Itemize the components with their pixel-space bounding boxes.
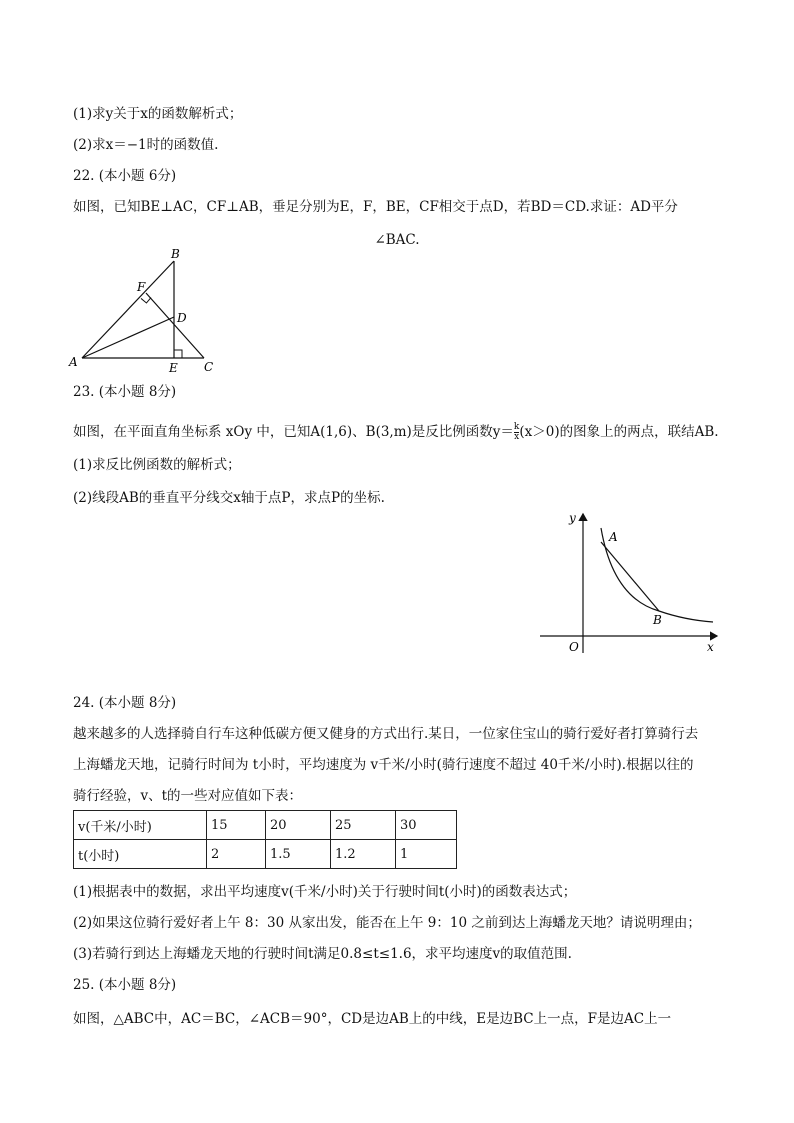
q21-part2: (2)求x＝−1时的函数值. bbox=[73, 137, 219, 153]
q24-line3: 骑行经验，v、t的一些对应值如下表： bbox=[73, 788, 303, 804]
table-cell: 30 bbox=[396, 811, 457, 840]
table-cell: 1 bbox=[396, 840, 457, 869]
frac-den: x bbox=[514, 432, 520, 442]
label-f: F bbox=[137, 280, 146, 294]
table-cell: 1.5 bbox=[266, 840, 331, 869]
q23-text-b: (x＞0)的图象上的两点，联结AB. bbox=[519, 424, 719, 440]
q24-part3: (3)若骑行到达上海蟠龙天地的行驶时间t满足0.8≤t≤1.6，求平均速度v的取值范围. bbox=[73, 946, 572, 962]
table-row bbox=[74, 840, 457, 869]
frac-num: k bbox=[513, 422, 520, 432]
q24-value-table bbox=[73, 810, 457, 869]
table-cell: 25 bbox=[331, 811, 396, 840]
label-a: A bbox=[609, 530, 618, 544]
q22-text-cont: ∠BAC. bbox=[374, 232, 420, 248]
label-d: D bbox=[177, 311, 187, 325]
q22-text: 如图，已知BE⊥AC，CF⊥AB，垂足分别为E，F，BE，CF相交于点D，若BD＝CD.求证：AD平分 bbox=[73, 199, 678, 215]
label-x: x bbox=[707, 640, 714, 654]
label-e: E bbox=[169, 361, 178, 375]
q24-line1: 越来越多的人选择骑自行车这种低碳方便又健身的方式出行.某日，一位家住宝山的骑行爱好者打算骑行去 bbox=[73, 726, 699, 742]
q23-text-a: 如图，在平面直角坐标系 xOy 中，已知A(1,6)、B(3,m)是反比例函数y＝ bbox=[73, 424, 514, 440]
label-a: A bbox=[69, 355, 78, 369]
label-b: B bbox=[171, 248, 180, 261]
label-b: B bbox=[653, 613, 662, 627]
q22-header: 22. (本小题 6分) bbox=[73, 168, 177, 184]
q21-part1: (1)求y关于x的函数解析式； bbox=[73, 106, 243, 122]
table-cell: 20 bbox=[266, 811, 331, 840]
table-cell: 1.2 bbox=[331, 840, 396, 869]
q24-part2: (2)如果这位骑行爱好者上午 8：30 从家出发，能否在上午 9：10 之前到达上海蟠龙天地？请说明理由； bbox=[73, 915, 701, 931]
q25-header: 25. (本小题 8分) bbox=[73, 977, 177, 993]
q23-header: 23. (本小题 8分) bbox=[73, 384, 177, 400]
label-y: y bbox=[569, 511, 576, 525]
q24-header: 24. (本小题 8分) bbox=[73, 695, 177, 711]
q23-hyperbola-figure bbox=[535, 508, 725, 656]
q25-line1: 如图，△ABC中，AC＝BC，∠ACB＝90°，CD是边AB上的中线，E是边BC上一点，F是边AC上一 bbox=[73, 1011, 672, 1027]
table-row bbox=[74, 811, 457, 840]
q24-part1: (1)根据表中的数据，求出平均速度v(千米/小时)关于行驶时间t(小时)的函数表达式； bbox=[73, 884, 577, 900]
q23-part1: (1)求反比例函数的解析式； bbox=[73, 457, 241, 473]
table-cell: 2 bbox=[207, 840, 266, 869]
table-cell: v(千米/小时) bbox=[74, 811, 207, 840]
table-cell: 15 bbox=[207, 811, 266, 840]
label-c: C bbox=[204, 360, 214, 374]
q23-text bbox=[73, 423, 719, 442]
q22-triangle-figure bbox=[66, 248, 226, 376]
q24-line2: 上海蟠龙天地，记骑行时间为 t小时，平均速度为 v千米/小时(骑行速度不超过 40千米/小时).根据以往的 bbox=[73, 757, 694, 773]
table-cell: t(小时) bbox=[74, 840, 207, 869]
label-o: O bbox=[569, 640, 579, 654]
q23-part2: (2)线段AB的垂直平分线交x轴于点P，求点P的坐标. bbox=[73, 490, 385, 506]
